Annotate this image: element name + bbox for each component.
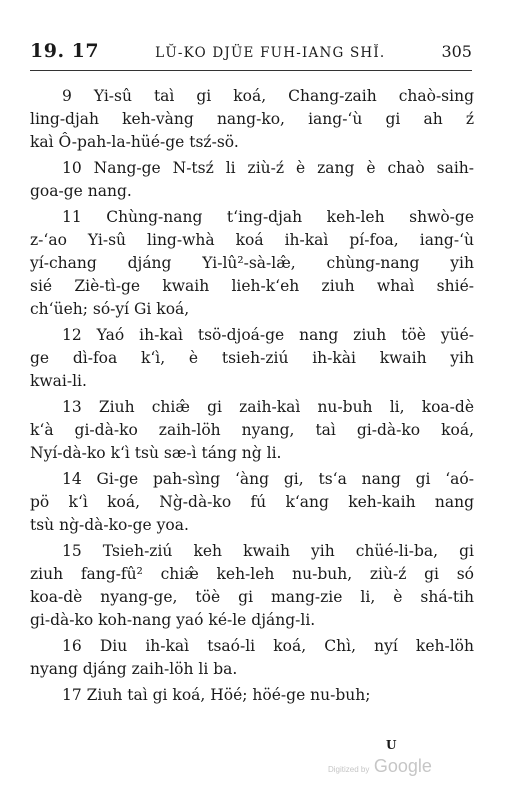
verse-line: 9 Yi-sû taì gi koá, Chang-zaih chaò-sing [62,87,474,105]
running-header [30,40,472,66]
verse-line: kwai-li. [30,372,87,390]
verse-line: goa-ge nang. [30,182,132,200]
chapter-verse-reference: 19. 17 [30,40,100,62]
verse-line: 16 Diu ih-kaì tsaó-li koá, Chì, nyí keh-löh [62,637,474,655]
verse-line: 17 Ziuh taì gi koá, Höé; höé-ge nu-buh; [62,686,371,704]
verse-line: 10 Nang-ge N-tsź li ziù-ź è zang è chaò saih- [62,159,474,177]
verse-line: 11 Chùng-nang t‘ing-djah keh-leh shwò-ge [62,208,474,226]
verse-paragraph [30,635,474,681]
verse-paragraph [30,85,474,154]
verse-line: k‘à gi-dà-ko zaih-löh nyang, taì gi-dà-ko koá, [30,421,474,439]
verse-line: yí-chang djáng Yi-lû²-sà-læ̂, chùng-nang yih [30,254,474,272]
verse-paragraph [30,206,474,321]
verse-paragraph [30,684,474,707]
verse-line: 12 Yaó ih-kaì tsö-djoá-ge nang ziuh töè yüé- [62,326,474,344]
digitized-watermark [328,756,432,777]
verse-line: tsù ng̀-dà-ko-ge yoa. [30,516,189,534]
verse-line: Nyí-dà-ko k‘ì tsù sæ-ì táng ng̀ li. [30,444,282,462]
signature-mark: U [386,738,397,752]
verse-line: nyang djáng zaih-löh li ba. [30,660,238,678]
verse-paragraph [30,324,474,393]
watermark-small-text: Digitized by [328,765,370,774]
verse-paragraph [30,468,474,537]
verse-paragraph [30,157,474,203]
verse-line: 15 Tsieh-ziú keh kwaih yih chüé-li-ba, gi [62,542,474,560]
verse-line: 13 Ziuh chiæ̂ gi zaih-kaì nu-buh li, koa-dè [62,398,474,416]
running-title: LŬ-KO DJÜE FUH-IANG SHĬ. [155,45,386,61]
verse-line: pö k‘ì koá, Ng̀-dà-ko fú k‘ang keh-kaih nang [30,493,474,511]
verse-line: sié Ziè-tì-ge kwaih lieh-k‘eh ziuh whaì shié- [30,277,474,295]
page-number: 305 [441,42,472,61]
verse-line: ziuh fang-fû² chiæ̂ keh-leh nu-buh, ziù-ź gi só [30,565,474,583]
verse-line: ling-djah keh-vàng nang-ko, iang-‘ù gi ah ź [30,110,474,128]
watermark-logo-text: Google [373,756,432,776]
verse-line: 14 Gi-ge pah-sìng ‘àng gi, ts‘a nang gi ‘aó- [62,470,474,488]
verse-paragraph [30,396,474,465]
verse-list [30,85,474,710]
verse-line: ge dì-foa k‘ì, è tsieh-ziú ih-kài kwaih yih [30,349,474,367]
verse-paragraph [30,540,474,632]
verse-line: koa-dè nyang-ge, töè gi mang-zie li, è shá-tih [30,588,474,606]
verse-line: ch‘üeh; só-yí Gi koá, [30,300,190,318]
verse-line: kaì Ô-pah-la-hüé-ge tsź-sö. [30,133,239,151]
verse-line: z-‘ao Yi-sû ling-whà koá ih-kaì pí-foa, iang-‘ù [30,231,474,249]
verse-line: gi-dà-ko koh-nang yaó ké-le djáng-li. [30,611,316,629]
header-rule [30,70,472,71]
